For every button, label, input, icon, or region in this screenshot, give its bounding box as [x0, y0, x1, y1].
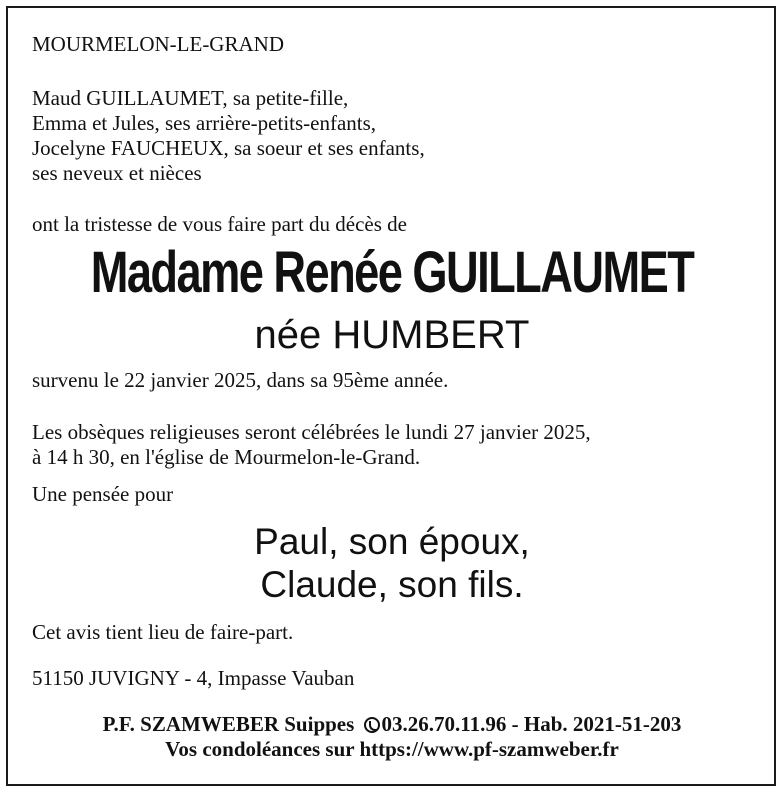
- memory-line: Claude, son fils.: [260, 564, 524, 605]
- thought-text: Une pensée pour: [32, 482, 174, 506]
- family-line: ses neveux et nièces: [32, 161, 202, 185]
- maiden-name: née HUMBERT: [254, 313, 530, 357]
- phone-number: 03.26.70.11.96 - Hab. 2021-51-203: [381, 712, 682, 736]
- funeral-info: [32, 420, 591, 470]
- notice-text: Cet avis tient lieu de faire-part.: [32, 620, 294, 644]
- funeral-line: Les obsèques religieuses seront célébrées le lundi 27 janvier 2025,: [32, 420, 591, 444]
- funeral-home-footer: [0, 712, 784, 762]
- family-line: Maud GUILLAUMET, sa petite-fille,: [32, 86, 349, 110]
- memory-list: [0, 520, 784, 606]
- family-list: [32, 86, 425, 186]
- footer-contact-line: [0, 712, 784, 737]
- company-name: P.F. SZAMWEBER Suippes: [102, 712, 355, 736]
- phone-icon: [364, 717, 380, 733]
- address-text: 51150 JUVIGNY - 4, Impasse Vauban: [32, 666, 355, 690]
- family-line: Jocelyne FAUCHEUX, sa soeur et ses enfants,: [32, 136, 425, 160]
- family-line: Emma et Jules, ses arrière-petits-enfants,: [32, 111, 377, 135]
- intro-text: ont la tristesse de vous faire part du décès de: [32, 212, 407, 236]
- death-text: survenu le 22 janvier 2025, dans sa 95ème année.: [32, 368, 449, 392]
- deceased-name: Madame Renée GUILLAUMET: [90, 240, 694, 305]
- memory-line: Paul, son époux,: [254, 521, 530, 562]
- condolences-link[interactable]: Vos condoléances sur https://www.pf-szamweber.fr: [165, 737, 619, 761]
- funeral-line: à 14 h 30, en l'église de Mourmelon-le-Grand.: [32, 445, 421, 469]
- town-heading: MOURMELON-LE-GRAND: [32, 32, 284, 56]
